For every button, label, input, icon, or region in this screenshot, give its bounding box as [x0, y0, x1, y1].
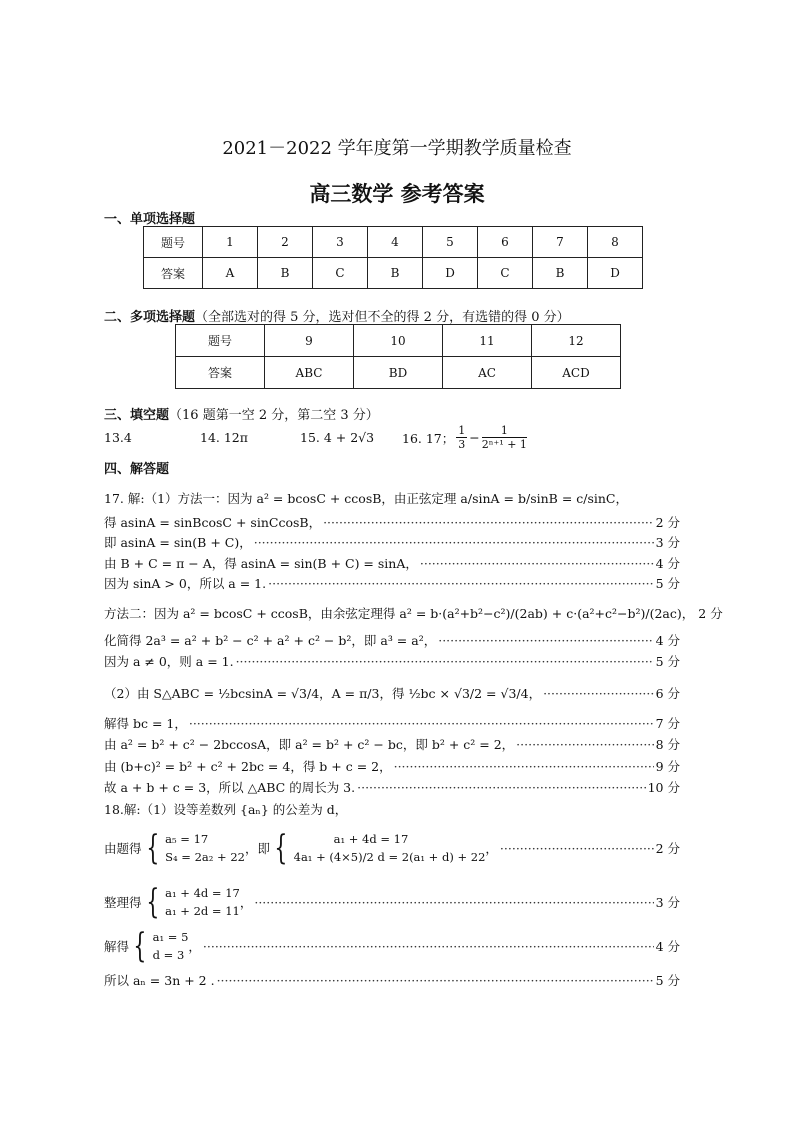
equation-system — [142, 884, 240, 920]
dot-leader — [394, 759, 654, 774]
table-cell: 7 — [533, 227, 588, 258]
table-header-cell: 答案 — [144, 258, 203, 289]
dot-leader — [323, 515, 653, 530]
table-cell: B — [368, 258, 423, 289]
table-cell: ACD — [532, 357, 621, 389]
score: 5 分 — [655, 973, 680, 988]
table-cell: 10 — [354, 325, 443, 357]
line-text: 化简得 2a³ = a² + b² − c² + a² + c² − b²，即 a³ = a²， — [104, 633, 437, 648]
fill-answer-14: 14. 12π — [200, 430, 248, 445]
table-cell: 2 — [258, 227, 313, 258]
equation: a₁ + 4d = 17 — [165, 886, 240, 900]
solution-line — [104, 573, 680, 593]
denominator: 3 — [458, 438, 466, 451]
fill-answer-16 — [402, 424, 529, 451]
dot-leader — [203, 939, 654, 954]
solution-line — [104, 777, 680, 797]
equation: a₁ = 5 — [152, 930, 189, 944]
line-text: 解得 bc = 1， — [104, 716, 187, 731]
score: 8 分 — [655, 737, 680, 752]
solution-line — [104, 484, 680, 512]
table-header-cell: 题号 — [176, 325, 265, 357]
table-cell: D — [423, 258, 478, 289]
fill-answer-16-label: 16. 17； — [402, 430, 455, 446]
table-cell: C — [313, 258, 368, 289]
score: 5 分 — [655, 654, 680, 669]
solution-line — [104, 600, 723, 626]
dot-leader — [254, 895, 653, 910]
brace-glyph: { — [145, 828, 159, 868]
dot-leader — [543, 686, 653, 701]
score: 4 分 — [655, 633, 680, 648]
section3-title: 三、填空题 — [104, 408, 170, 423]
solution-line — [104, 680, 680, 706]
table-cell: 11 — [443, 325, 532, 357]
line-text: 由 (b+c)² = b² + c² + 2bc = 4，得 b + c = 2， — [104, 759, 392, 774]
line-text: 由 a² = b² + c² − 2bccosA，即 a² = b² + c² − bc，即 b² + c² = 2， — [104, 737, 515, 752]
line-text: ， — [188, 939, 201, 954]
numerator: 1 — [458, 424, 466, 437]
line-text: 由 B + C = π − A，得 asinA = sin(B + C) = sinA， — [104, 556, 418, 571]
score: 3 分 — [655, 895, 680, 910]
equation-system — [142, 830, 245, 866]
table-cell: 3 — [313, 227, 368, 258]
table-cell: D — [588, 258, 643, 289]
solution-line — [104, 553, 680, 573]
fraction — [482, 424, 527, 451]
solution-line — [104, 512, 680, 532]
section4-heading: 四、解答题 — [104, 462, 170, 477]
equation: S₄ = 2a₂ + 22 — [165, 850, 245, 864]
score: 2 分 — [698, 606, 723, 621]
solution-line — [104, 713, 680, 733]
table-header-cell: 答案 — [176, 357, 265, 389]
solution-line — [104, 651, 680, 671]
table-row — [176, 357, 621, 389]
equation: a₁ + 2d = 11 — [165, 904, 240, 918]
equation: a₁ + 4d = 17 — [333, 832, 409, 846]
line-text: 整理得 — [104, 895, 142, 910]
solution-line — [104, 970, 680, 990]
score: 9 分 — [655, 759, 680, 774]
section2-note: （全部选对的得 5 分，选对但不全的得 2 分，有选错的得 0 分） — [195, 310, 570, 325]
line-text: 方法二：因为 a² = bcosC + ccosB，由余弦定理得 a² = b·(a²+b²−c²)/(2ab) + c·(a²+c²−b²)/(2ac)， — [104, 606, 695, 621]
single-choice-table — [143, 226, 643, 289]
dot-leader — [500, 841, 654, 856]
numerator: 1 — [482, 424, 527, 438]
section3-note: （16 题第一空 2 分，第二空 3 分） — [169, 408, 379, 423]
table-cell: 9 — [265, 325, 354, 357]
dot-leader — [357, 780, 645, 795]
solution-line — [104, 734, 680, 754]
section2-heading — [104, 306, 570, 325]
solution-line — [104, 925, 680, 967]
line-text: 解得 — [104, 939, 130, 954]
score: 5 分 — [655, 576, 680, 591]
score: 2 分 — [655, 515, 680, 530]
dot-leader — [189, 716, 654, 731]
section2-title: 二、多项选择题 — [104, 310, 196, 325]
line-text: 18.解:（1）设等差数列 {aₙ} 的公差为 d， — [104, 802, 348, 817]
line-text: ， — [485, 841, 498, 856]
table-row — [144, 258, 643, 289]
dot-leader — [217, 973, 654, 988]
equation: d = 3 — [152, 948, 185, 962]
solution-line — [104, 756, 680, 776]
table-header-cell: 题号 — [144, 227, 203, 258]
table-cell: 5 — [423, 227, 478, 258]
score: 4 分 — [655, 939, 680, 954]
line-text: 故 a + b + c = 3，所以 △ABC 的周长为 3. — [104, 780, 356, 795]
dot-leader — [438, 633, 653, 648]
score: 7 分 — [655, 716, 680, 731]
score: 10 分 — [647, 780, 680, 795]
brace-glyph: { — [133, 926, 147, 966]
table-cell: B — [258, 258, 313, 289]
line-text: （2）由 S△ABC = ½bcsinA = √3/4，A = π/3，得 ½bc × √3/2 = √3/4， — [104, 686, 542, 701]
score: 2 分 — [655, 841, 680, 856]
page-title: 2021－2022 学年度第一学期教学质量检查 — [222, 138, 572, 159]
line-text: 由题得 — [104, 841, 142, 856]
page-subtitle: 高三数学 参考答案 — [309, 181, 485, 206]
line-text: 因为 sinA > 0，所以 a = 1. — [104, 576, 267, 591]
table-cell: ABC — [265, 357, 354, 389]
line-text: 所以 aₙ = 3n + 2 . — [104, 973, 215, 988]
denominator: 2ⁿ⁺¹ + 1 — [481, 438, 527, 451]
solution-line — [104, 880, 680, 924]
table-cell: AC — [443, 357, 532, 389]
solution-line — [104, 799, 680, 819]
table-cell: BD — [354, 357, 443, 389]
table-cell: A — [203, 258, 258, 289]
section3-heading — [104, 404, 379, 423]
dot-leader — [236, 654, 654, 669]
line-text: ， — [239, 895, 253, 910]
dot-leader — [420, 556, 654, 571]
table-cell: 6 — [478, 227, 533, 258]
dot-leader — [254, 535, 654, 550]
dot-leader — [516, 737, 653, 752]
equation: 4a₁ + (4×5)/2 d = 2(a₁ + d) + 22 — [293, 850, 486, 864]
minus-sign: − — [469, 430, 480, 445]
table-cell: 8 — [588, 227, 643, 258]
line-text: 得 asinA = sinBcosC + sinCcosB， — [104, 515, 322, 530]
table-cell: B — [533, 258, 588, 289]
fill-answer-13: 13.4 — [104, 430, 132, 445]
score: 4 分 — [655, 556, 680, 571]
solution-line — [104, 820, 680, 876]
score: 6 分 — [655, 686, 680, 701]
dot-leader — [268, 576, 653, 591]
brace-glyph: { — [145, 882, 159, 922]
table-row — [176, 325, 621, 357]
line-text: 因为 a ≠ 0，则 a = 1. — [104, 654, 234, 669]
brace-glyph: { — [274, 828, 288, 868]
table-cell: 4 — [368, 227, 423, 258]
equation: a₅ = 17 — [165, 832, 209, 846]
section1-heading: 一、单项选择题 — [104, 212, 196, 227]
line-text: ，即 — [244, 841, 270, 856]
table-cell: 1 — [203, 227, 258, 258]
line-text: 即 asinA = sin(B + C)， — [104, 535, 252, 550]
solution-line — [104, 630, 680, 650]
table-cell: 12 — [532, 325, 621, 357]
fraction — [456, 424, 467, 451]
table-cell: C — [478, 258, 533, 289]
multi-choice-table — [175, 324, 621, 389]
fill-answer-15: 15. 4 + 2√3 — [300, 430, 375, 445]
solution-line — [104, 532, 680, 552]
line-text: 17. 解:（1）方法一：因为 a² = bcosC + ccosB，由正弦定理 a/sinA = b/sinB = c/sinC， — [104, 491, 628, 506]
table-row — [144, 227, 643, 258]
score: 3 分 — [655, 535, 680, 550]
equation-system — [270, 830, 485, 866]
equation-system — [129, 928, 188, 964]
